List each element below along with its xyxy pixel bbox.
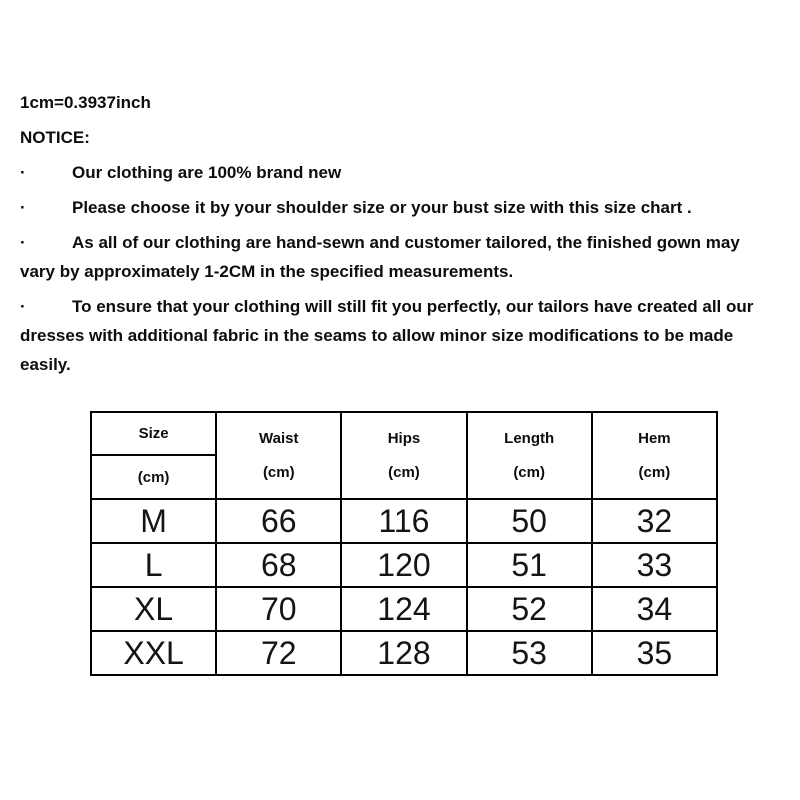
col-header-unit: (cm) bbox=[388, 463, 420, 481]
col-header-unit: (cm) bbox=[262, 463, 295, 481]
size-chart-table bbox=[90, 411, 718, 676]
bullet-text: Please choose it by your shoulder size or your bust size with this size chart . bbox=[72, 198, 692, 217]
hem-cell: 33 bbox=[592, 543, 717, 587]
col-header-length bbox=[467, 412, 592, 499]
size-cell: M bbox=[91, 499, 216, 543]
notice-heading: NOTICE: bbox=[20, 128, 90, 147]
col-header-hem bbox=[592, 412, 717, 499]
hips-cell: 116 bbox=[341, 499, 466, 543]
col-header-waist bbox=[216, 412, 341, 499]
notice-bullet-4 bbox=[20, 292, 774, 379]
bullet-icon: · bbox=[20, 198, 26, 217]
col-header-size-unit: (cm) bbox=[91, 455, 216, 499]
bullet-icon: · bbox=[20, 163, 26, 182]
notice-bullet-2 bbox=[20, 193, 774, 222]
hips-cell: 124 bbox=[341, 587, 466, 631]
col-header-unit: (cm) bbox=[638, 463, 671, 481]
col-header-label: Hem bbox=[638, 429, 671, 447]
waist-cell: 70 bbox=[216, 587, 341, 631]
bullet-text: To ensure that your clothing will still fit you perfectly, our tailors have created all our dresses with additional fabric in the seams to allow minor size modifications to be made easily. bbox=[20, 297, 754, 374]
length-cell: 51 bbox=[467, 543, 592, 587]
hem-cell: 34 bbox=[592, 587, 717, 631]
col-header-unit: (cm) bbox=[513, 463, 545, 481]
waist-cell: 72 bbox=[216, 631, 341, 675]
table-row-m bbox=[91, 499, 717, 543]
length-cell: 53 bbox=[467, 631, 592, 675]
size-cell: XXL bbox=[91, 631, 216, 675]
table-row-xxl bbox=[91, 631, 717, 675]
bullet-text: Our clothing are 100% brand new bbox=[72, 163, 342, 182]
table-row-xl bbox=[91, 587, 717, 631]
col-header-hips bbox=[341, 412, 466, 499]
hips-cell: 120 bbox=[341, 543, 466, 587]
bullet-icon: · bbox=[20, 297, 26, 316]
length-cell: 52 bbox=[467, 587, 592, 631]
size-cell: XL bbox=[91, 587, 216, 631]
col-header-label: Length bbox=[504, 429, 555, 447]
notice-bullet-3 bbox=[20, 228, 774, 286]
table-row-l bbox=[91, 543, 717, 587]
col-header-label: Waist bbox=[259, 429, 299, 447]
hem-cell: 32 bbox=[592, 499, 717, 543]
bullet-text: As all of our clothing are hand-sewn and customer tailored, the finished gown may vary by approximately 1-2CM in the specified measurements. bbox=[20, 233, 740, 281]
hips-cell: 128 bbox=[341, 631, 466, 675]
length-cell: 50 bbox=[467, 499, 592, 543]
col-header-size: Size bbox=[91, 412, 216, 455]
unit-conversion-note: 1cm=0.3937inch bbox=[20, 93, 151, 112]
notice-bullet-1 bbox=[20, 158, 774, 187]
size-cell: L bbox=[91, 543, 216, 587]
waist-cell: 66 bbox=[216, 499, 341, 543]
waist-cell: 68 bbox=[216, 543, 341, 587]
col-header-label: Hips bbox=[387, 429, 421, 447]
bullet-icon: · bbox=[20, 233, 26, 252]
hem-cell: 35 bbox=[592, 631, 717, 675]
